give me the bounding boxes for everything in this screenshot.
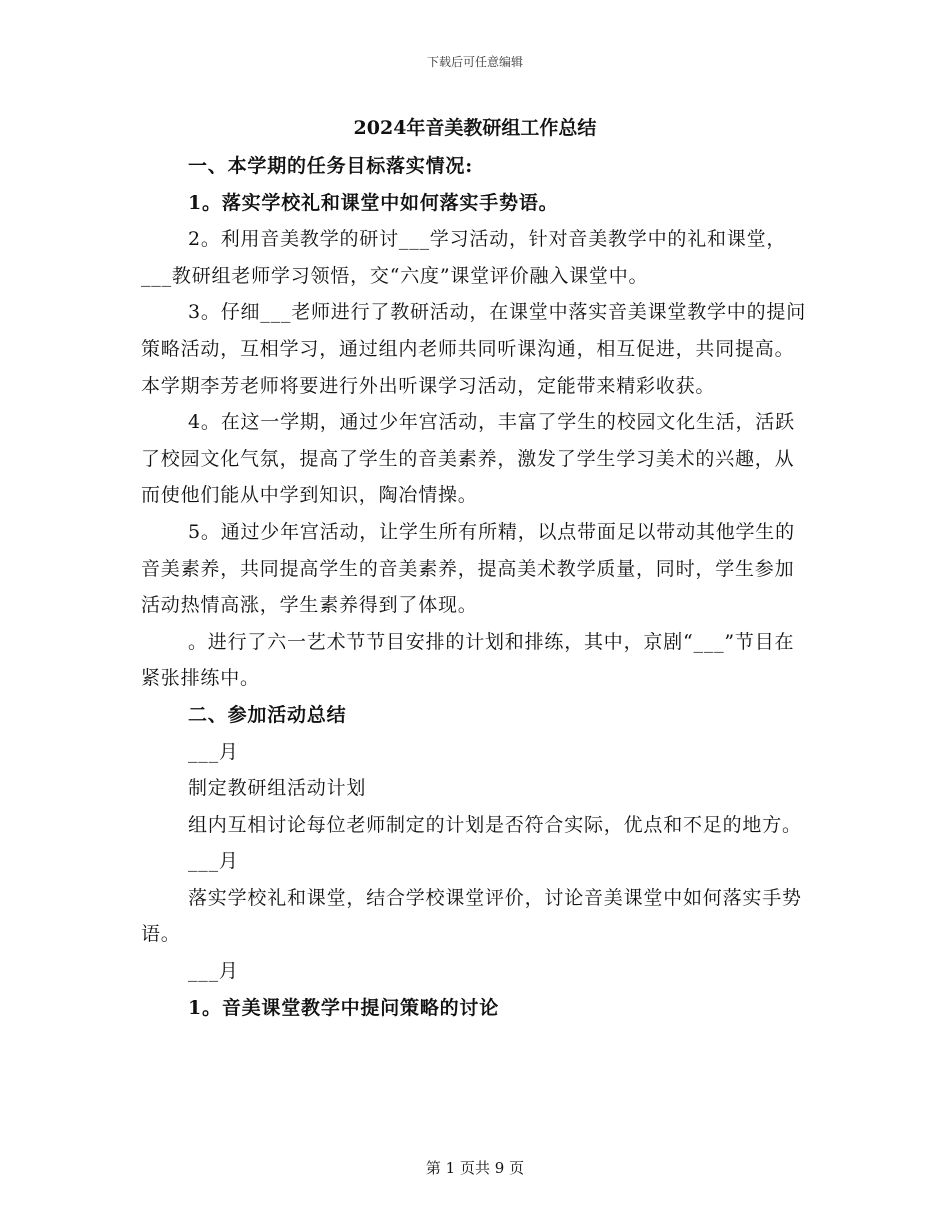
page-header: 下载后可任意编辑 (426, 55, 523, 69)
item-heading: 1。音美课堂教学中提问策略的讨论 (188, 996, 500, 1019)
paragraph: 落实学校礼和课堂，结合学校课堂评价，讨论音美课堂中如何落实手势语。 (141, 886, 802, 946)
paragraph: 3。仔细___老师进行了教研活动，在课堂中落实音美课堂教学中的提问策略活动，互相学习，通过组内老师共同听课沟通，相互促进，共同提高。本学期李芳老师将要进行外出听课学习活动，定能带来精彩收获。 (141, 301, 806, 397)
month-line: ___月 (188, 850, 239, 873)
section-heading: 二、参加活动总结 (188, 703, 347, 726)
paragraph: 组内互相讨论每位老师制定的计划是否符合实际，优点和不足的地方。 (188, 813, 802, 836)
paragraph: 制定教研组活动计划 (188, 777, 367, 800)
month-line: ___月 (188, 960, 239, 983)
page-footer: 第 1 页共 9 页 (425, 1159, 525, 1177)
paragraph: 5。通过少年宫活动，让学生所有所精，以点带面足以带动其他学生的音美素养，共同提高学生的音美素养，提高美术教学质量，同时，学生参加活动热情高涨，学生素养得到了体现。 (141, 520, 795, 617)
paragraph: 2。利用音美教学的研讨___学习活动，针对音美教学中的礼和课堂，___教研组老师学习领悟，交“六度”课堂评价融入课堂中。 (141, 228, 787, 287)
paragraph: 4。在这一学期，通过少年宫活动，丰富了学生的校园文化生活，活跃了校园文化气氛，提高了学生的音美素养，激发了学生学习美术的兴趣，从而使他们能从中学到知识，陶冶情操。 (141, 411, 795, 507)
document-title: 2024年音美教研组工作总结 (353, 117, 597, 139)
document-body (141, 110, 809, 1026)
section-heading: 一、本学期的任务目标落实情况: (188, 155, 474, 177)
item-heading: 1。落实学校礼和课堂中如何落实手势语。 (188, 191, 559, 214)
paragraph: 。进行了六一艺术节节目安排的计划和排练，其中，京剧“___”节目在紧张排练中。 (141, 630, 795, 690)
month-line: ___月 (188, 740, 239, 763)
